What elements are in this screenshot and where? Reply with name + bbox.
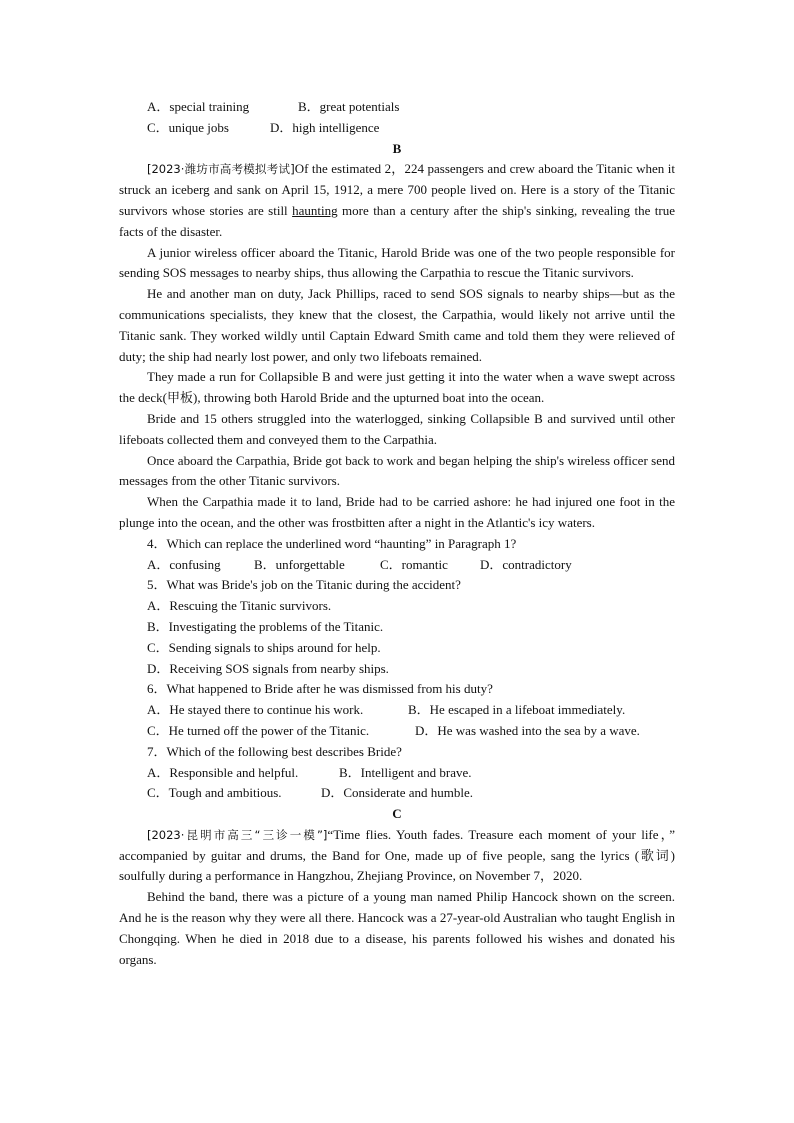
q7-option-c: C．Tough and ambitious. <box>147 785 282 801</box>
section-b-source: [2023·潍坊市高考模拟考试] <box>147 162 295 177</box>
section-c-heading: C <box>392 806 402 822</box>
question-7-options-row-1 <box>119 763 675 784</box>
section-b-paragraph-1 <box>119 159 675 242</box>
worksheet-page <box>119 97 675 970</box>
option-a: A．special training <box>147 99 250 114</box>
prev-options-row-1 <box>119 97 675 118</box>
question-6-stem: 6．What happened to Bride after he was dismissed from his duty? <box>147 681 493 697</box>
question-6-options-row-1 <box>119 700 675 721</box>
section-b-paragraph-2: A junior wireless officer aboard the Titanic, Harold Bride was one of the two people responsible for sending SOS messages to nearby ships, thus allowing the Carpathia to rescue the Titanic survivors. <box>119 244 675 281</box>
question-4-options <box>119 555 675 576</box>
underlined-word: haunting <box>292 202 338 218</box>
q5-option-d: D．Receiving SOS signals from nearby ships. <box>147 660 389 676</box>
section-b-heading: B <box>392 140 402 156</box>
section-c-paragraph-1 <box>119 825 675 887</box>
q4-option-b: B．unforgettable <box>254 556 345 572</box>
q6-option-b: B．He escaped in a lifeboat immediately. <box>408 702 626 718</box>
question-7-stem: 7．Which of the following best describes Bride? <box>147 743 402 759</box>
q4-option-a: A．confusing <box>147 556 221 572</box>
paragraph-text: more than a century after the ship's sinking, revealing the true facts of the disaster. <box>119 202 675 239</box>
q4-option-d: D．contradictory <box>480 556 572 572</box>
q7-option-d: D．Considerate and humble. <box>321 785 473 801</box>
question-7-options-row-2 <box>119 783 675 804</box>
section-c-paragraph-2: Behind the band, there was a picture of a young man named Philip Hancock shown on the screen. And he is the reason why they were all there. Hancock was a 27-year-old Australian who taught English in Chongqing. When he died in 2018 due to a disease, his parents followed his wishes and donated his organs. <box>119 889 675 967</box>
section-b-paragraph-5: Bride and 15 others struggled into the waterlogged, sinking Collapsible B and survived until other lifeboats collected them and conveyed them to the Carpathia. <box>119 410 675 447</box>
section-b-paragraph-3: He and another man on duty, Jack Phillips, raced to send SOS signals to nearby ships—but as the communications specialists, they knew that the closest, the Carpathia, would likely not arrive until the Titanic sank. They worked wildly until Captain Edward Smith came and told them they were relieved of duty; the ship had nearly lost power, and only two lifeboats remained. <box>119 286 675 364</box>
q5-option-c: C．Sending signals to ships around for help. <box>147 639 381 655</box>
question-5-stem: 5．What was Bride's job on the Titanic during the accident? <box>147 577 461 593</box>
prev-options-row-2 <box>119 118 675 139</box>
q5-option-a: A．Rescuing the Titanic survivors. <box>147 598 332 614</box>
option-b: B．great potentials <box>298 99 400 114</box>
q6-option-c: C．He turned off the power of the Titanic. <box>147 722 370 738</box>
paragraph-text: Of the estimated 2，224 passengers and crew aboard the Titanic when it struck an iceberg and sank on April 15, 1912, a mere 700 people lived on. Here is a story of the Titanic survivors whose stories are still <box>119 161 675 218</box>
q4-option-c: C．romantic <box>380 556 448 572</box>
section-b-paragraph-7: When the Carpathia made it to land, Bride had to be carried ashore: he had injured one foot in the plunge into the ocean, and the other was frostbitten after a night in the Atlantic's icy waters. <box>119 494 675 530</box>
question-6-options-row-2 <box>119 721 675 742</box>
q5-option-b: B．Investigating the problems of the Titanic. <box>147 618 384 634</box>
section-b-paragraph-4: They made a run for Collapsible B and were just getting it into the water when a wave swept across the deck(甲板), throwing both Harold Bride and the upturned boat into the ocean. <box>119 369 675 406</box>
section-b-paragraph-6: Once aboard the Carpathia, Bride got back to work and began helping the ship's wireless officer send messages from the other Titanic survivors. <box>119 452 675 489</box>
option-c: C．unique jobs <box>147 119 229 135</box>
q7-option-b: B．Intelligent and brave. <box>339 764 472 780</box>
option-d: D．high intelligence <box>270 119 380 135</box>
paragraph-text: “Time flies. Youth fades. Treasure each moment of your life，” accompanied by guitar and drums, the Band for One, made up of five people, sang the lyrics (歌词) soulfully during a performance in Hangzhou, Zhejiang Province, on November 7，2020. <box>119 826 675 884</box>
q7-option-a: A．Responsible and helpful. <box>147 764 299 780</box>
q6-option-d: D．He was washed into the sea by a wave. <box>415 722 640 738</box>
section-c-source: [2023·昆明市高三“三诊一模”] <box>147 827 328 842</box>
q6-option-a: A．He stayed there to continue his work. <box>147 702 364 718</box>
question-4-stem: 4．Which can replace the underlined word “haunting” in Paragraph 1? <box>147 535 517 551</box>
